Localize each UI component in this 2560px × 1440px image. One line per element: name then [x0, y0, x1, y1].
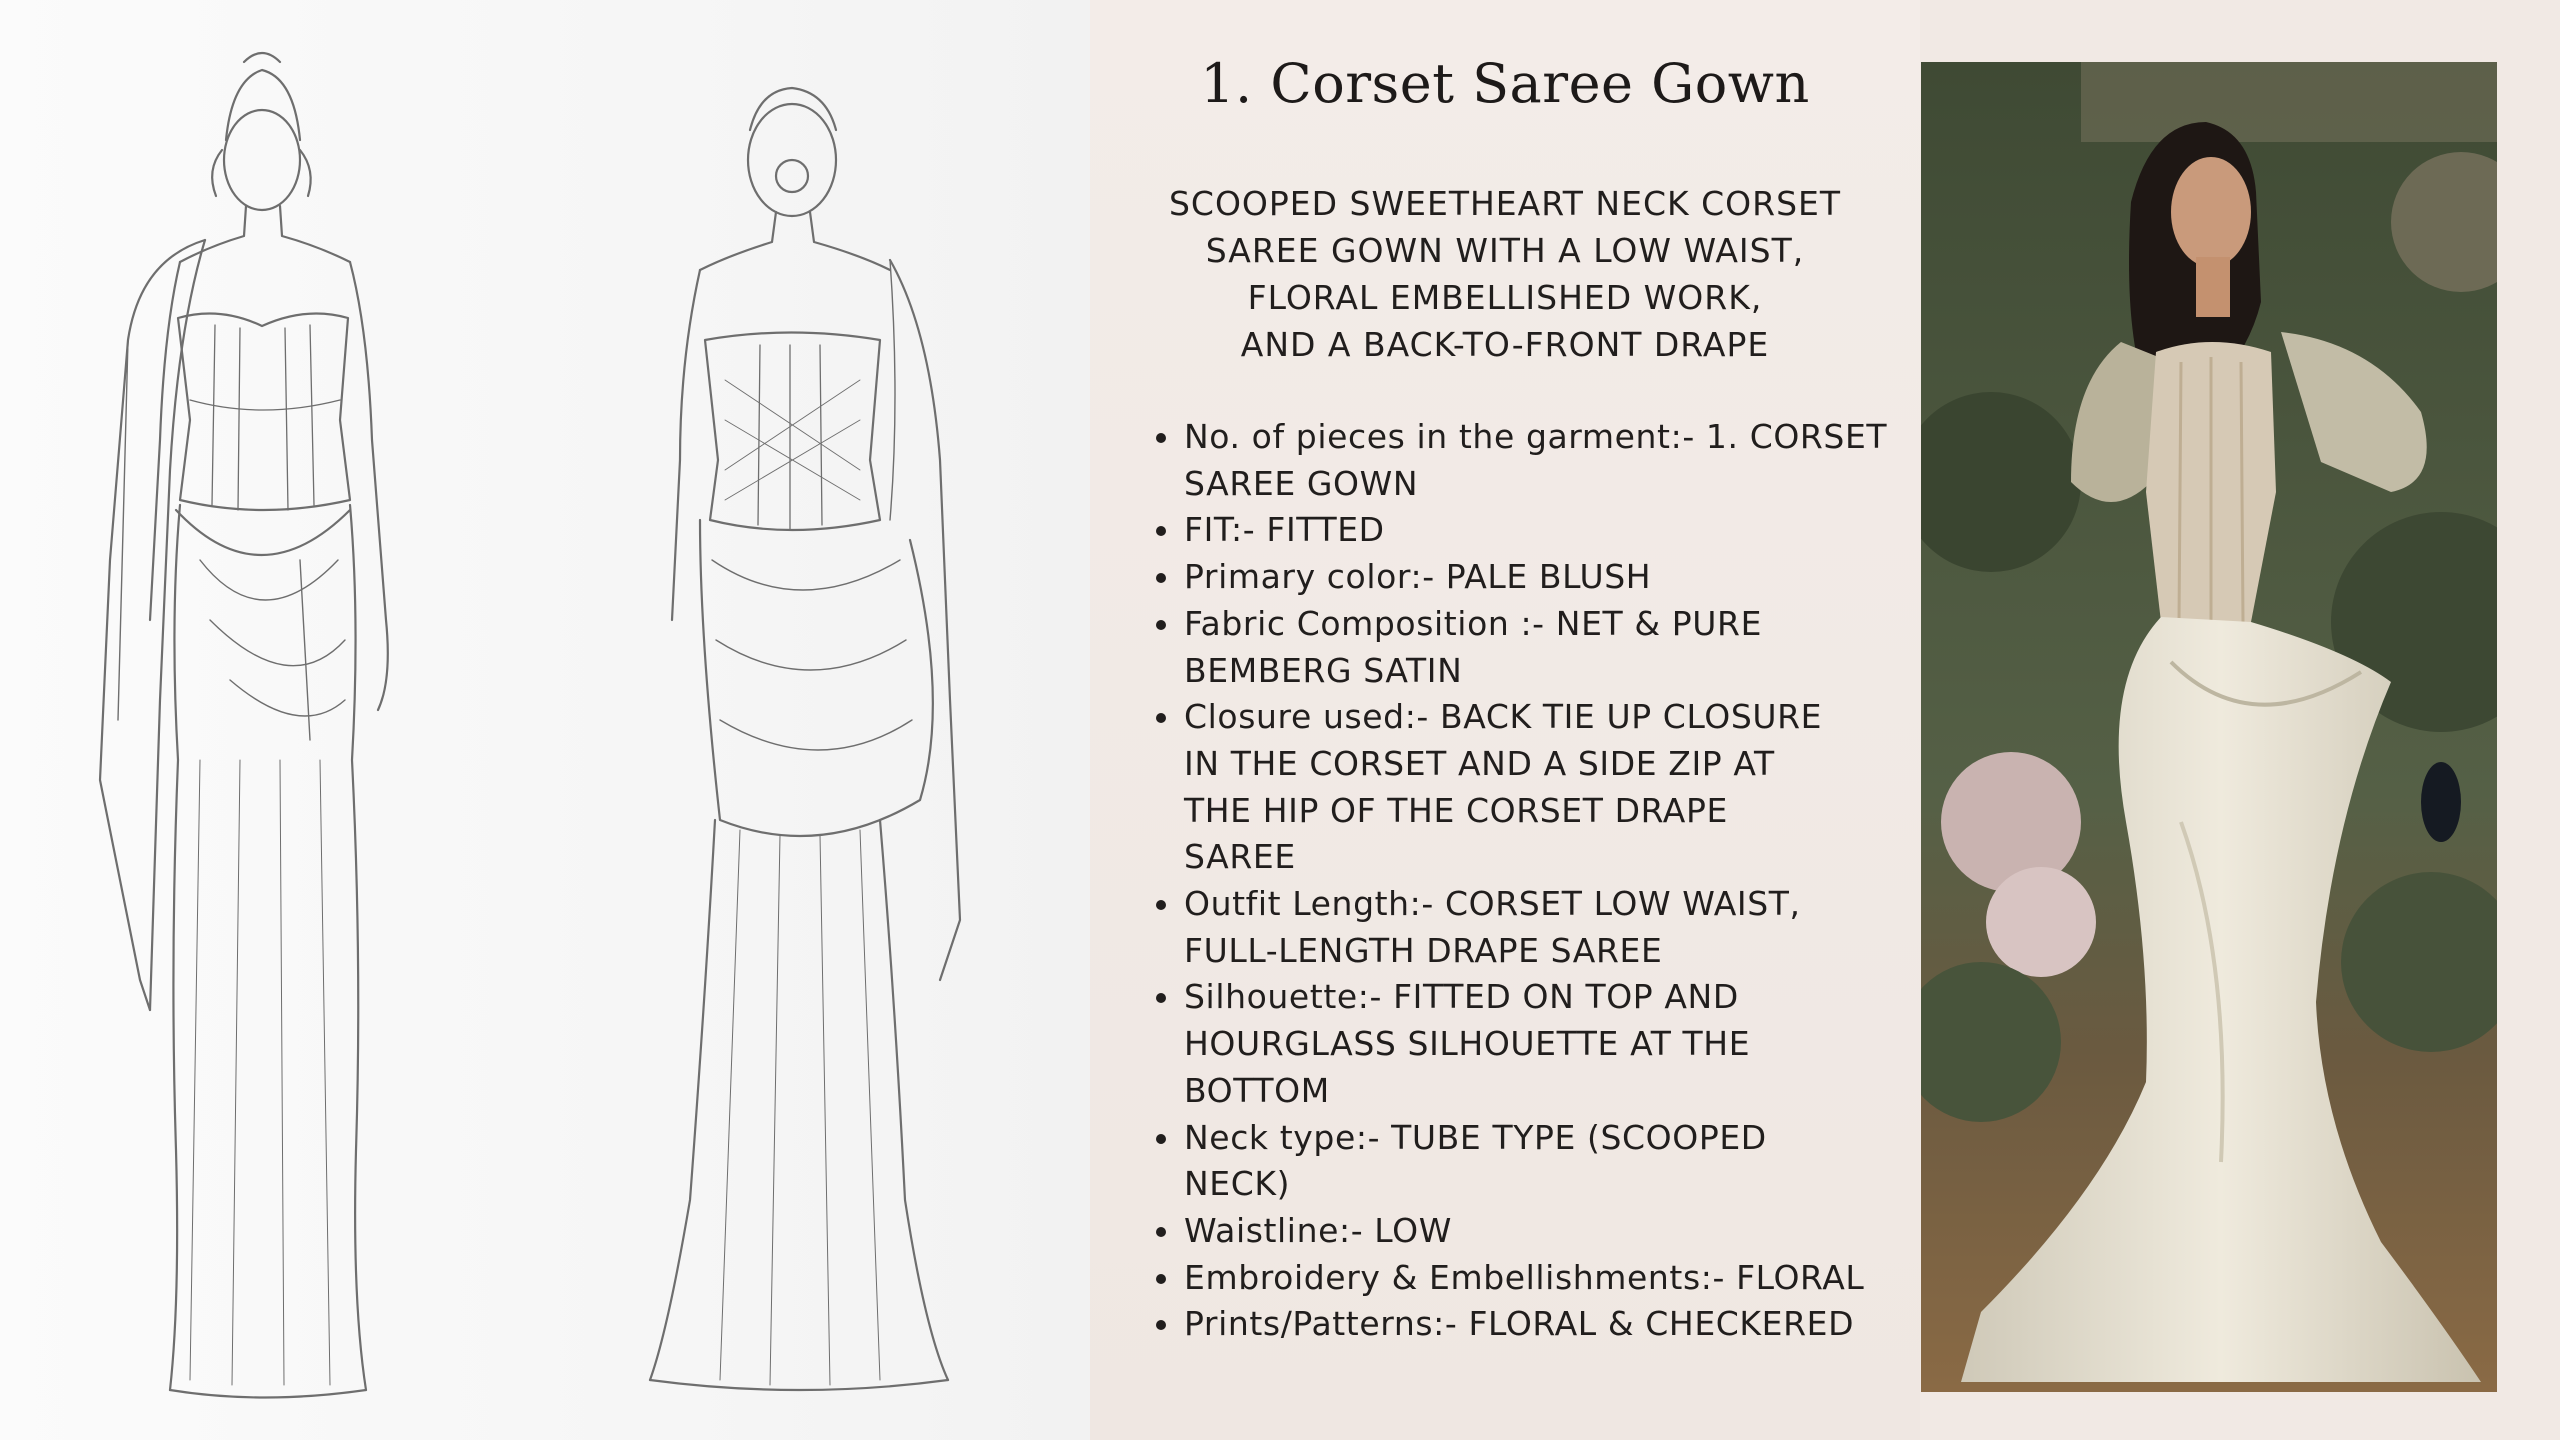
spec-line: Silhouette:- FITTED ON TOP AND: [1184, 977, 1739, 1017]
spec-line: Fabric Composition :- NET & PURE: [1184, 603, 1763, 643]
description-panel: [1090, 0, 1920, 1440]
spec-closure: [1152, 694, 1892, 881]
spec-line: Waistline:- LOW: [1184, 1210, 1452, 1250]
spec-line: HOURGLASS SILHOUETTE AT THE: [1184, 1024, 1751, 1064]
description-line: SAREE GOWN WITH A LOW WAIST,: [1205, 231, 1805, 270]
spec-line: IN THE CORSET AND A SIDE ZIP AT: [1184, 743, 1775, 783]
spec-prints: [1152, 1301, 1892, 1348]
spec-line: SAREE GOWN: [1184, 463, 1419, 503]
spec-line: BEMBERG SATIN: [1184, 650, 1463, 690]
model-photo: [1921, 62, 2497, 1392]
spec-embroidery: [1152, 1255, 1892, 1302]
spec-line: No. of pieces in the garment:- 1. CORSET: [1184, 417, 1888, 456]
spec-line: Neck type:- TUBE TYPE (SCOOPED: [1184, 1117, 1767, 1157]
spec-line: FULL-LENGTH DRAPE SAREE: [1184, 930, 1663, 970]
spec-line: Prints/Patterns:- FLORAL & CHECKERED: [1184, 1304, 1855, 1344]
spec-line: FIT:- FITTED: [1184, 510, 1385, 550]
spec-line: NECK): [1184, 1164, 1291, 1204]
description-line: AND A BACK-TO-FRONT DRAPE: [1240, 325, 1770, 364]
spec-fit: [1152, 507, 1892, 554]
description-line: SCOOPED SWEETHEART NECK CORSET: [1168, 184, 1842, 223]
description-line: FLORAL EMBELLISHED WORK,: [1247, 278, 1763, 317]
spec-line: Primary color:- PALE BLUSH: [1184, 557, 1652, 597]
spec-neck-type: [1152, 1115, 1892, 1208]
spec-primary-color: [1152, 554, 1892, 601]
sketch-back-view: [650, 88, 960, 1390]
spec-line: THE HIP OF THE CORSET DRAPE: [1184, 790, 1728, 830]
spec-silhouette: [1152, 974, 1892, 1114]
garment-description: [1130, 180, 1880, 368]
spec-line: BOTTOM: [1184, 1070, 1330, 1110]
page-title: 1. Corset Saree Gown: [1200, 52, 1810, 115]
spec-outfit-length: [1152, 881, 1892, 974]
spec-line: Closure used:- BACK TIE UP CLOSURE: [1184, 697, 1823, 737]
sketch-panel: [0, 0, 1090, 1440]
spec-line: SAREE: [1184, 837, 1296, 877]
spec-line: Outfit Length:- CORSET LOW WAIST,: [1184, 884, 1801, 924]
spec-line: Embroidery & Embellishments:- FLORAL: [1184, 1257, 1865, 1297]
spec-pieces: [1152, 414, 1892, 507]
spec-fabric: [1152, 601, 1892, 694]
spec-list: [1152, 414, 1892, 1348]
sketch-front-view: [100, 53, 388, 1398]
spec-waistline: [1152, 1208, 1892, 1255]
